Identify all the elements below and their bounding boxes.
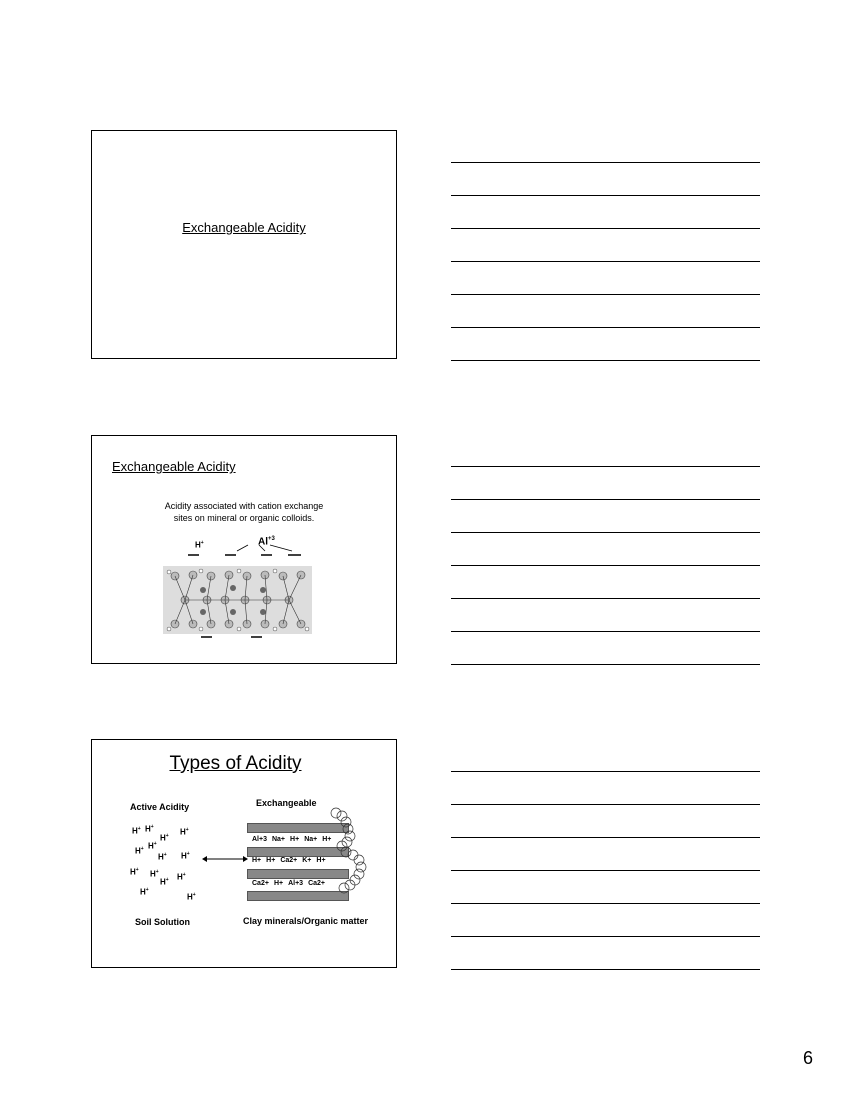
- mineral-structure-image: [163, 566, 312, 634]
- note-line: [451, 664, 760, 665]
- note-line: [451, 969, 760, 970]
- note-line: [451, 195, 760, 196]
- slide-2-description: [92, 500, 396, 524]
- h-ion: H+: [180, 827, 189, 837]
- clay-layer-ions-row-2: H+ H+ Ca2+ K+ H+: [252, 857, 326, 864]
- slide-2-title: Exchangeable Acidity: [112, 459, 236, 474]
- slide-3: [91, 739, 397, 968]
- h-ion: H+: [148, 841, 157, 851]
- slide-2-description-line-2: sites on mineral or organic colloids.: [173, 513, 315, 523]
- note-line: [451, 360, 760, 361]
- h-ion: H+: [181, 851, 190, 861]
- h-ion: H+: [187, 892, 196, 902]
- h-ion: H+: [160, 877, 169, 887]
- clay-layer-ions-row-3: Ca2+ H+ Al+3 Ca2+: [252, 880, 326, 887]
- note-line: [451, 837, 760, 838]
- h-ion: H+: [160, 833, 169, 843]
- note-line: [451, 327, 760, 328]
- h-ion: H+: [130, 867, 139, 877]
- note-line: [451, 771, 760, 772]
- slide-1-title: Exchangeable Acidity: [182, 220, 306, 235]
- note-line: [451, 936, 760, 937]
- lower-negative-charge-marks: [192, 632, 272, 642]
- note-line: [451, 261, 760, 262]
- h-ion: H+: [177, 872, 186, 882]
- note-line: [451, 162, 760, 163]
- clay-minerals-label: Clay minerals/Organic matter: [243, 916, 369, 926]
- h-ion: H+: [132, 826, 141, 836]
- page-number: 6: [802, 1048, 813, 1068]
- slide-2-description-line-1: Acidity associated with cation exchange: [164, 501, 324, 511]
- active-acidity-label: Active Acidity: [130, 802, 190, 812]
- exchange-arrow-icon: [202, 854, 248, 864]
- h-ion: H+: [135, 846, 144, 856]
- h-ion: H+: [158, 852, 167, 862]
- organic-matter-chain: [328, 806, 374, 906]
- h-ion: H+: [145, 824, 154, 834]
- note-line: [451, 499, 760, 500]
- note-line: [451, 532, 760, 533]
- note-line: [451, 804, 760, 805]
- slide-2: [91, 435, 397, 664]
- al-ion-label: $Al^{+3}$: [258, 536, 275, 548]
- note-line: [451, 565, 760, 566]
- h-ion: H+: [150, 869, 159, 879]
- note-line: [451, 466, 760, 467]
- note-line: [451, 631, 760, 632]
- slide-1: [91, 130, 397, 359]
- h-ion-label: H+: [195, 540, 204, 550]
- clay-layer-ions-row-1: Al+3 Na+ H+ Na+ H+: [252, 836, 332, 843]
- note-line: [451, 870, 760, 871]
- soil-solution-label: Soil Solution: [135, 917, 190, 927]
- note-line: [451, 294, 760, 295]
- note-line: [451, 903, 760, 904]
- h-ion: H+: [140, 887, 149, 897]
- note-line: [451, 228, 760, 229]
- negative-charge-marks: [182, 541, 312, 561]
- slide-3-title: Types of Acidity: [169, 753, 302, 774]
- note-line: [451, 598, 760, 599]
- exchangeable-label: Exchangeable: [256, 798, 317, 808]
